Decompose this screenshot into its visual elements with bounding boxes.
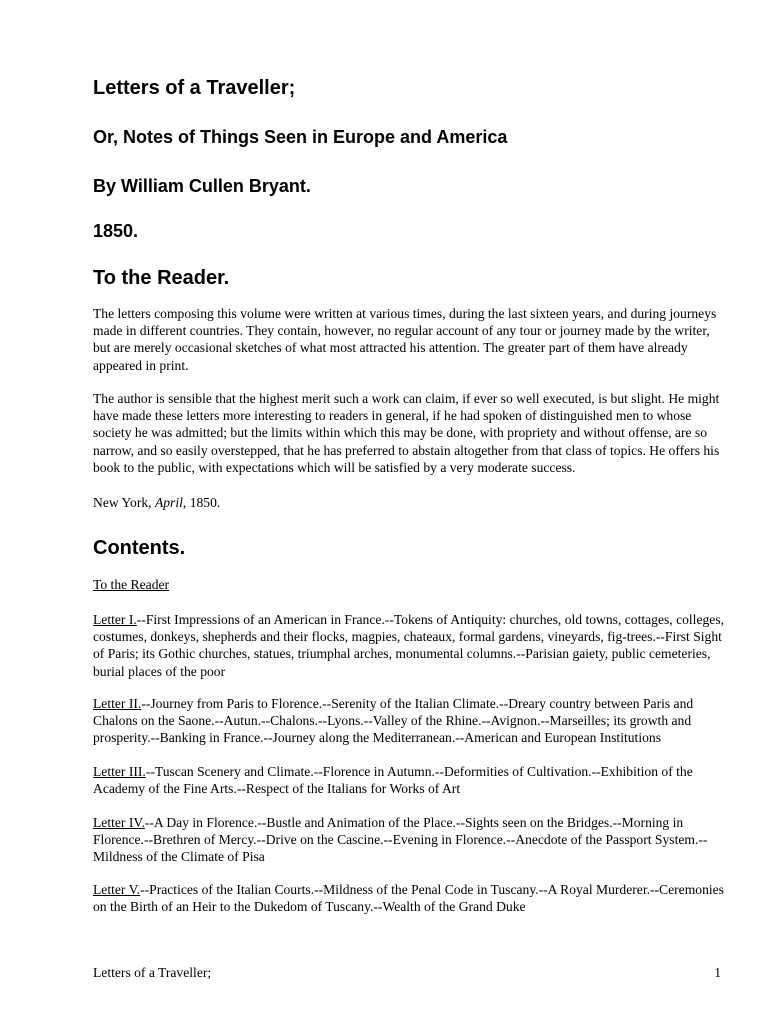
letter-5-summary: --Practices of the Italian Courts.--Mildness of the Penal Code in Tuscany.--A Royal Murderer.--Ceremonies on the Birth of an Heir to the Dukedom of Tuscany.--Wealth of the Grand Duke (93, 882, 724, 915)
contents-entry-to-reader (93, 576, 725, 593)
letter-3-summary: --Tuscan Scenery and Climate.--Florence in Autumn.--Deformities of Cultivation.--Exhibition of the Academy of the Fine Arts.--Respect of the Italians for Works of Art (93, 764, 693, 797)
to-reader-link[interactable]: To the Reader (93, 577, 170, 592)
letter-4-link[interactable]: Letter IV. (93, 815, 145, 830)
letter-2-summary: --Journey from Paris to Florence.--Serenity of the Italian Climate.--Dreary country between Paris and Chalons on the Saone.--Autun.--Chalons.--Lyons.--Valley of the Rhine.--Avignon.--Marseilles; its growth and prosperity.--Banking in France.--Journey along the Mediterranean.--American and European Institutions (93, 696, 694, 746)
signature-place: New York, (93, 495, 155, 510)
signature-month: April (154, 495, 183, 510)
book-year: 1850. (93, 221, 139, 241)
contents-entry-letter-5 (93, 881, 725, 915)
signature-year: , 1850. (182, 495, 221, 510)
letter-3-link[interactable]: Letter III. (93, 764, 146, 779)
reader-signature (93, 494, 725, 511)
contents-heading: Contents. (93, 537, 186, 559)
letter-4-summary: --A Day in Florence.--Bustle and Animation of the Place.--Sights seen on the Bridges.--Morning in Florence.--Brethren of Mercy.--Drive on the Cascine.--Evening in Florence.--Anecdote of the Passport System.--Mildness of the Climate of Pisa (93, 815, 708, 865)
contents-entry-letter-1 (93, 611, 725, 680)
letter-1-summary: --First Impressions of an American in France.--Tokens of Antiquity: churches, old towns, cottages, colleges, costumes, donkeys, shepherds and their flocks, magpies, chateaux, formal gardens, vineyards, fig-trees.--First Sight of Paris; its Gothic churches, statues, triumphal arches, monumental columns.--Parisian gaiety, public cemeteries, burial places of the poor (93, 612, 725, 679)
book-author: By William Cullen Bryant. (93, 176, 311, 196)
contents-entry-letter-2 (93, 695, 725, 747)
book-title: Letters of a Traveller; (93, 77, 296, 99)
reader-paragraph-1: The letters composing this volume were written at various times, during the last sixteen years, and during journeys made in different countries. They contain, however, no regular account of any tour or journey made by the writer, but are merely occasional sketches of what most attracted his attention. The greater part of them have already appeared in print. (93, 306, 717, 373)
footer-page-number: 1 (714, 965, 721, 980)
book-subtitle: Or, Notes of Things Seen in Europe and America (93, 127, 508, 147)
reader-paragraph-2: The author is sensible that the highest merit such a work can claim, if ever so well executed, is but slight. He might have made these letters more interesting to readers in general, if he had spoken of distinguished men to whose society he was admitted; but the limits within which this may be done, with propriety and without offense, are so narrow, and so easily overstepped, that he has preferred to abstain altogether from that class of topics. He offers his book to the public, with expectations which will be satisfied by a very moderate success. (93, 391, 720, 475)
letter-1-link[interactable]: Letter I. (93, 612, 137, 627)
letter-5-link[interactable]: Letter V. (93, 882, 141, 897)
contents-entry-letter-3 (93, 763, 725, 797)
contents-entry-letter-4 (93, 814, 725, 866)
letter-2-link[interactable]: Letter II. (93, 696, 142, 711)
to-reader-heading: To the Reader. (93, 267, 230, 289)
footer-running-title: Letters of a Traveller; (93, 965, 212, 980)
